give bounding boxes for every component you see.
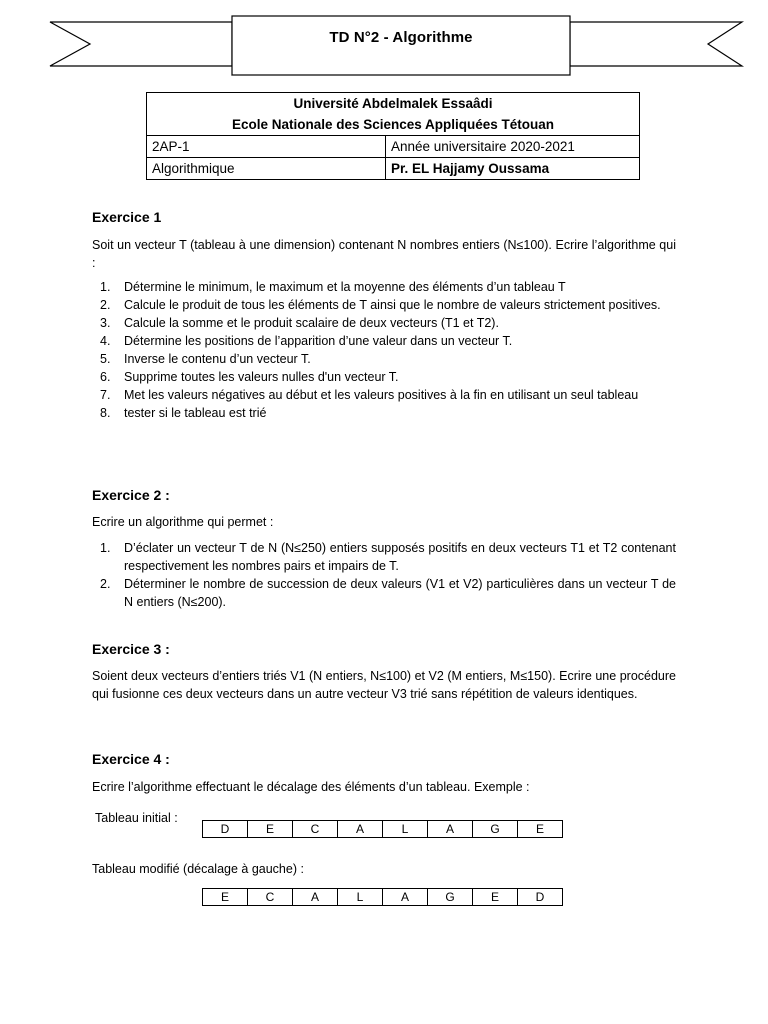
exercise3-title: Exercice 3 :	[92, 641, 170, 657]
list-item: 2. Déterminer le nombre de succession de deux valeurs (V1 et V2) particulières dans un vecteur T de N entiers (N≤200).	[100, 577, 676, 609]
subject: Algorithmique	[147, 158, 386, 180]
list-item: 6. Supprime toutes les valeurs nulles d'un vecteur T.	[100, 370, 399, 384]
exercise2-title: Exercice 2 :	[92, 487, 170, 503]
list-item: 3. Calcule la somme et le produit scalaire de deux vecteurs (T1 et T2).	[100, 316, 499, 330]
teacher: Pr. EL Hajjamy Oussama	[386, 158, 640, 180]
banner-right-tail	[570, 22, 742, 66]
exercise4-intro: Ecrire l’algorithme effectuant le décalage des éléments d’un tableau. Exemple :	[92, 780, 530, 794]
exercise1-intro: Soit un vecteur T (tableau à une dimension) contenant N nombres entiers (N≤100). Ecrire l’algorithme qui :	[92, 238, 676, 270]
exercise3-text: Soient deux vecteurs d’entiers triés V1 (N entiers, N≤100) et V2 (M entiers, M≤150). Ecrire une procédure qui fusionne ces deux vecteurs dans un autre vecteur V3 trié sans répétition de valeurs identiques.	[92, 669, 676, 701]
header-info-table	[146, 92, 640, 180]
table-cell: G	[428, 889, 473, 906]
table-cell: E	[203, 889, 248, 906]
table-cell: A	[293, 889, 338, 906]
table-cell: C	[248, 889, 293, 906]
list-item: 2. Calcule le produit de tous les éléments de T ainsi que le nombre de valeurs strictement positives.	[100, 298, 661, 312]
modified-table-label: Tableau modifié (décalage à gauche) :	[92, 862, 304, 876]
exercise2-intro: Ecrire un algorithme qui permet :	[92, 515, 274, 529]
school-name: Ecole Nationale des Sciences Appliquées Tétouan	[147, 114, 640, 136]
table-cell: L	[338, 889, 383, 906]
list-item: 1. D’éclater un vecteur T de N (N≤250) entiers supposés positifs en deux vecteurs T1 et T2 contenant respectivement les nombres pairs et impairs de T.	[100, 541, 676, 573]
table-cell: E	[248, 821, 293, 838]
list-item: 1. Détermine le minimum, le maximum et la moyenne des éléments d’un tableau T	[100, 280, 566, 294]
banner-left-tail	[50, 22, 232, 66]
table-cell: A	[383, 889, 428, 906]
page-title: TD N°2 - Algorithme	[329, 29, 473, 46]
exercise1-list	[92, 278, 676, 422]
academic-year: Année universitaire 2020-2021	[386, 136, 640, 158]
table-cell: A	[338, 821, 383, 838]
class-level: 2AP-1	[147, 136, 386, 158]
table-cell: A	[428, 821, 473, 838]
list-item: 5. Inverse le contenu d’un vecteur T.	[100, 352, 311, 366]
list-item: 7. Met les valeurs négatives au début et les valeurs positives à la fin en utilisant un seul tableau	[100, 388, 639, 402]
exercise1-title: Exercice 1	[92, 209, 162, 225]
exercise4-title: Exercice 4 :	[92, 751, 170, 767]
table-cell: D	[518, 889, 563, 906]
list-item: 8. tester si le tableau est trié	[100, 406, 267, 420]
table-cell: D	[203, 821, 248, 838]
university-name: Université Abdelmalek Essaâdi	[147, 93, 640, 115]
table-cell: E	[518, 821, 563, 838]
table-cell: E	[473, 889, 518, 906]
table-cell: C	[293, 821, 338, 838]
exercise2-list	[92, 539, 676, 611]
list-item: 4. Détermine les positions de l’apparition d’une valeur dans un vecteur T.	[100, 334, 513, 348]
modified-table	[202, 888, 563, 906]
table-cell: G	[473, 821, 518, 838]
table-cell: L	[383, 821, 428, 838]
initial-table	[202, 820, 563, 838]
initial-table-label: Tableau initial :	[95, 811, 178, 825]
